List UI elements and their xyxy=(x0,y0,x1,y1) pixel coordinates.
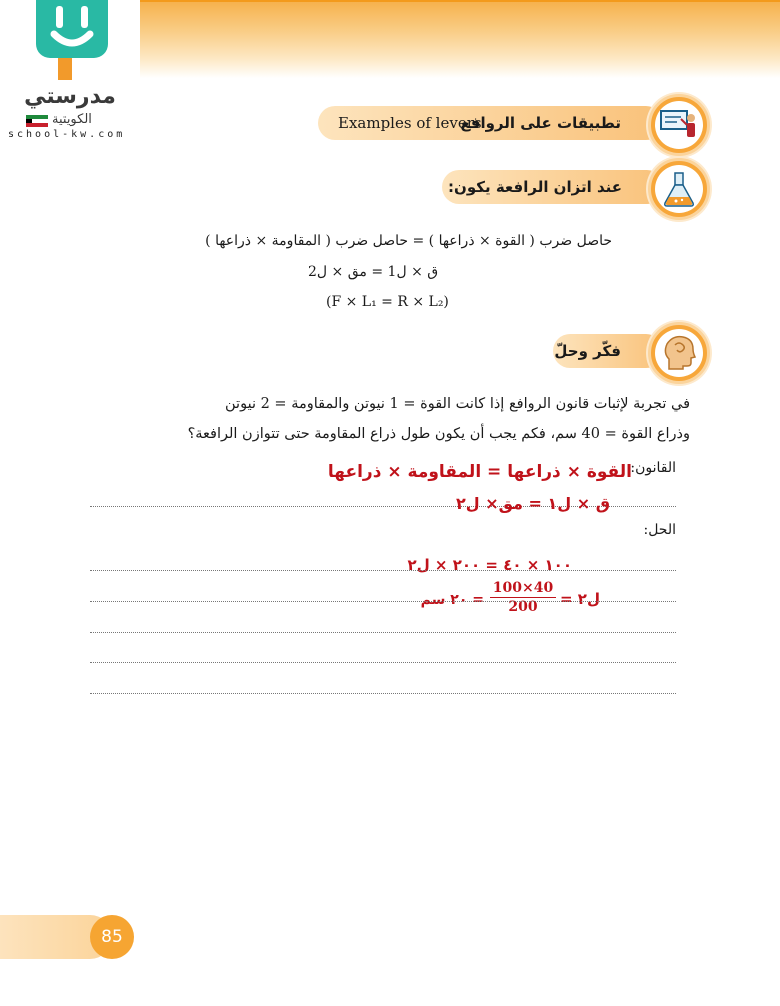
school-logo xyxy=(0,0,140,145)
logo-stem xyxy=(58,58,72,80)
problem-line-2: وذراع القوة = 40 سم، فكم يجب أن يكون طول ذراع المقاومة حتى تتوازن الرافعة؟ xyxy=(187,426,690,442)
answer-line xyxy=(90,601,676,602)
formula-words: حاصل ضرب ( القوة × ذراعها ) = حاصل ضرب ( المقاومة × ذراعها ) xyxy=(205,233,612,249)
fraction-numerator: 100×40 xyxy=(492,580,554,596)
solution-result: = ٢٠ سم xyxy=(420,592,484,608)
answer-line xyxy=(90,693,676,694)
logo-name: مدرستي xyxy=(24,84,116,109)
section-bar-examples xyxy=(318,106,663,140)
law-answer-words: القوة × ذراعها = المقاومة × ذراعها xyxy=(327,462,632,482)
section-title-think: فكّر وحلّ xyxy=(554,342,621,360)
answer-line xyxy=(90,632,676,633)
solution-step-1: ١٠٠ × ٤٠ = ٢٠٠ × ل٢ xyxy=(407,556,572,574)
solution-unknown: ل٢ = xyxy=(560,590,600,608)
solution-fraction xyxy=(490,580,556,615)
header-line xyxy=(140,0,780,2)
law-answer-symbols: ق × ل١ = مق× ل٢ xyxy=(456,494,610,513)
section-bar-think xyxy=(553,334,663,368)
thinking-head-icon xyxy=(648,322,710,384)
solution-label: الحل: xyxy=(643,522,676,538)
header-band xyxy=(140,0,780,78)
section-title-balance: عند اتزان الرافعة يكون: xyxy=(448,178,622,196)
fraction-bar xyxy=(490,597,556,598)
logo-icon xyxy=(36,0,108,58)
section-title-arabic: تطبيقات على الروافع xyxy=(460,114,621,132)
fraction-denominator: 200 xyxy=(508,599,538,615)
formula-arabic-symbols: ق × ل1 = مق × ل2 xyxy=(308,264,439,280)
formula-english-symbols: (F × L₁ = R × L₂) xyxy=(326,294,449,310)
section-bar-balance xyxy=(442,170,664,204)
answer-line xyxy=(90,662,676,663)
logo-subtitle: الكويتية xyxy=(52,112,92,127)
problem-line-1: في تجربة لإثبات قانون الروافع إذا كانت القوة = 1 نيوتن والمقاومة = 2 نيوتن xyxy=(225,396,690,412)
section-title-english: Examples of levers xyxy=(338,114,482,132)
teacher-board-icon xyxy=(648,94,710,156)
logo-url: school-kw.com xyxy=(8,129,126,140)
kuwait-flag-icon xyxy=(26,115,48,127)
answer-line xyxy=(90,570,676,571)
law-label: القانون: xyxy=(630,460,676,476)
page-number: 85 xyxy=(90,915,134,959)
flask-icon xyxy=(648,158,710,220)
